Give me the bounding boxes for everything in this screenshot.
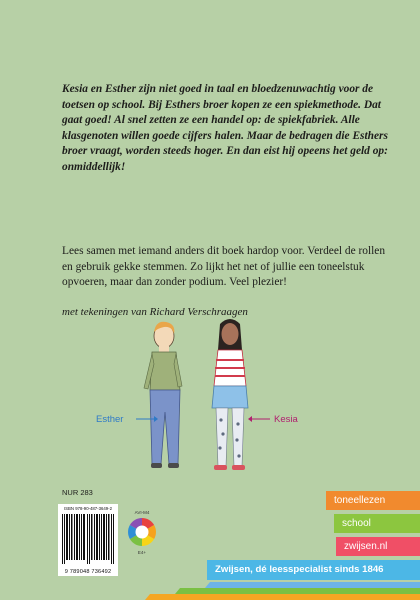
kesia-figure [212,319,248,470]
publisher-tagline: Zwijsen, dé leesspecialist sinds 1846 [207,560,420,580]
esther-label: Esther [96,414,124,425]
barcode [58,504,118,576]
blurb-text: Kesia en Esther zijn niet goed in taal en bloedzenuwachtig voor de toetsen op school. Bij Esthers broer kopen ze een spiekmethode. Dat gaat goed! Al snel zetten ze een handel op: de spiekfabriek. Alle klasgenoten willen goede cijfers halen. Maar de bedragen die Esthers broer vraagt, worden steeds hoger. En dan eist hij opeens het geld op: onmiddellijk! [62,83,388,173]
category-label-school: school [334,514,420,533]
color-stripes [0,582,420,600]
isbn-text: ISBN 978-90-487-3649-2 [63,506,112,511]
nur-code: NUR 283 [62,488,93,497]
avi-level-wheel [123,508,161,556]
reading-instructions: Lees samen met iemand anders dit boek hardop voor. Verdeel de rollen en gebruik gekke stemmen. Zo lijkt het net of jullie een toneelstuk opvoeren, maar dan zonder podium. Veel plezier! [62,245,386,289]
wheel-top-label: AVI-M4 [134,510,150,515]
barcode-number: 9 789048 736492 [64,569,112,575]
wheel-bottom-label: E4+ [137,550,147,555]
illustrator-credit: met tekeningen van Richard Verschraagen [62,306,248,318]
esther-figure [144,322,182,468]
series-label-toneellezen: toneellezen [326,491,420,510]
kesia-label: Kesia [274,414,298,425]
website-link[interactable]: zwijsen.nl [336,537,420,556]
characters-illustration [90,316,350,481]
barcode-bars [62,514,114,564]
